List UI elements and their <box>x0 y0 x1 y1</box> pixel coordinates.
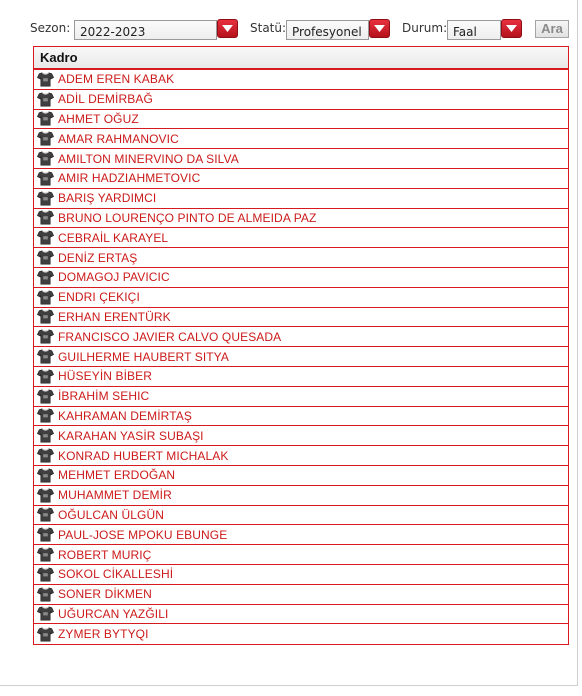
player-name-link[interactable]: OĞULCAN ÜLGÜN <box>58 507 164 522</box>
player-name-link[interactable]: UĞURCAN YAZĞILI <box>58 606 169 621</box>
player-name-link[interactable]: SOKOL CİKALLESHİ <box>58 567 174 582</box>
player-row[interactable] <box>34 367 568 387</box>
player-row[interactable] <box>34 228 568 248</box>
sezon-value: 2022-2023 <box>80 25 146 39</box>
player-name-link[interactable]: MEHMET ERDOĞAN <box>58 468 176 483</box>
statu-label: Statü: <box>250 21 287 35</box>
player-name-link[interactable]: FRANCISCO JAVIER CALVO QUESADA <box>58 329 282 344</box>
jersey-icon <box>37 72 54 87</box>
kadro-rows <box>34 70 568 644</box>
frame-right-border <box>577 0 578 686</box>
player-name-link[interactable]: BARIŞ YARDIMCI <box>58 191 157 206</box>
player-name-link[interactable]: KONRAD HUBERT MICHALAK <box>58 448 229 463</box>
player-row[interactable] <box>34 565 568 585</box>
jersey-icon <box>37 567 54 582</box>
jersey-icon <box>37 527 54 542</box>
jersey-icon <box>37 270 54 285</box>
player-row[interactable] <box>34 149 568 169</box>
player-row[interactable] <box>34 466 568 486</box>
player-row[interactable] <box>34 70 568 90</box>
jersey-icon <box>37 369 54 384</box>
player-row[interactable] <box>34 545 568 565</box>
player-row[interactable] <box>34 407 568 427</box>
player-row[interactable] <box>34 110 568 130</box>
durum-select[interactable] <box>447 20 501 40</box>
player-name-link[interactable]: SONER DİKMEN <box>58 587 152 602</box>
kadro-header: Kadro <box>34 47 568 70</box>
player-name-link[interactable]: PAUL-JOSE MPOKU EBUNGE <box>58 527 228 542</box>
player-name-link[interactable]: KAHRAMAN DEMİRTAŞ <box>58 408 192 423</box>
player-row[interactable] <box>34 327 568 347</box>
player-name-link[interactable]: KARAHAN YASİR SUBAŞI <box>58 428 204 443</box>
jersey-icon <box>37 290 54 305</box>
statu-dropdown-button[interactable] <box>369 19 390 38</box>
sezon-select[interactable] <box>74 20 217 40</box>
jersey-icon <box>37 547 54 562</box>
frame-bottom-border <box>0 685 578 686</box>
statu-value: Profesyonel <box>292 25 362 39</box>
chevron-down-icon <box>506 25 517 32</box>
jersey-icon <box>37 507 54 522</box>
player-row[interactable] <box>34 347 568 367</box>
jersey-icon <box>37 627 54 642</box>
sezon-label: Sezon: <box>30 21 71 35</box>
player-name-link[interactable]: GUILHERME HAUBERT SITYA <box>58 349 230 364</box>
player-row[interactable] <box>34 387 568 407</box>
player-row[interactable] <box>34 624 568 644</box>
player-row[interactable] <box>34 288 568 308</box>
chevron-down-icon <box>374 25 385 32</box>
player-row[interactable] <box>34 525 568 545</box>
jersey-icon <box>37 131 54 146</box>
player-name-link[interactable]: İBRAHİM SEHIC <box>58 389 150 404</box>
jersey-icon <box>37 92 54 107</box>
player-name-link[interactable]: AMIR HADZIAHMETOVIC <box>58 171 201 186</box>
player-row[interactable] <box>34 189 568 209</box>
player-name-link[interactable]: ADİL DEMİRBAĞ <box>58 92 153 107</box>
jersey-icon <box>37 210 54 225</box>
player-name-link[interactable]: DENİZ ERTAŞ <box>58 250 138 265</box>
player-row[interactable] <box>34 169 568 189</box>
durum-dropdown-button[interactable] <box>501 19 522 38</box>
kadro-table <box>33 46 569 645</box>
player-row[interactable] <box>34 426 568 446</box>
jersey-icon <box>37 389 54 404</box>
jersey-icon <box>37 309 54 324</box>
player-name-link[interactable]: ZYMER BYTYQI <box>58 627 149 642</box>
search-button[interactable]: Ara <box>535 20 569 38</box>
player-row[interactable] <box>34 605 568 625</box>
jersey-icon <box>37 329 54 344</box>
jersey-icon <box>37 230 54 245</box>
jersey-icon <box>37 488 54 503</box>
player-name-link[interactable]: MUHAMMET DEMİR <box>58 488 172 503</box>
player-row[interactable] <box>34 209 568 229</box>
player-row[interactable] <box>34 90 568 110</box>
durum-value: Faal <box>453 25 477 39</box>
player-name-link[interactable]: AMILTON MINERVINO DA SILVA <box>58 151 239 166</box>
filter-bar <box>0 18 582 44</box>
player-name-link[interactable]: ENDRI ÇEKIÇI <box>58 290 140 305</box>
jersey-icon <box>37 349 54 364</box>
jersey-icon <box>37 111 54 126</box>
player-row[interactable] <box>34 446 568 466</box>
jersey-icon <box>37 250 54 265</box>
player-name-link[interactable]: ROBERT MURIÇ <box>58 547 152 562</box>
jersey-icon <box>37 448 54 463</box>
jersey-icon <box>37 408 54 423</box>
player-row[interactable] <box>34 308 568 328</box>
statu-select[interactable] <box>286 20 369 40</box>
chevron-down-icon <box>222 25 233 32</box>
jersey-icon <box>37 151 54 166</box>
player-row[interactable] <box>34 585 568 605</box>
jersey-icon <box>37 587 54 602</box>
jersey-icon <box>37 606 54 621</box>
player-name-link[interactable]: AMAR RAHMANOVIC <box>58 131 179 146</box>
jersey-icon <box>37 191 54 206</box>
player-name-link[interactable]: ADEM EREN KABAK <box>58 72 175 87</box>
player-row[interactable] <box>34 129 568 149</box>
player-row[interactable] <box>34 506 568 526</box>
durum-label: Durum: <box>402 21 448 35</box>
player-name-link[interactable]: CEBRAİL KARAYEL <box>58 230 169 245</box>
player-name-link[interactable]: HÜSEYİN BİBER <box>58 369 152 384</box>
player-name-link[interactable]: DOMAGOJ PAVICIC <box>58 270 170 285</box>
jersey-icon <box>37 468 54 483</box>
player-name-link[interactable]: AHMET OĞUZ <box>58 111 139 126</box>
player-name-link[interactable]: BRUNO LOURENÇO PINTO DE ALMEIDA PAZ <box>58 210 317 225</box>
jersey-icon <box>37 171 54 186</box>
player-row[interactable] <box>34 268 568 288</box>
sezon-dropdown-button[interactable] <box>217 19 238 38</box>
player-row[interactable] <box>34 248 568 268</box>
jersey-icon <box>37 428 54 443</box>
player-row[interactable] <box>34 486 568 506</box>
player-name-link[interactable]: ERHAN ERENTÜRK <box>58 309 171 324</box>
